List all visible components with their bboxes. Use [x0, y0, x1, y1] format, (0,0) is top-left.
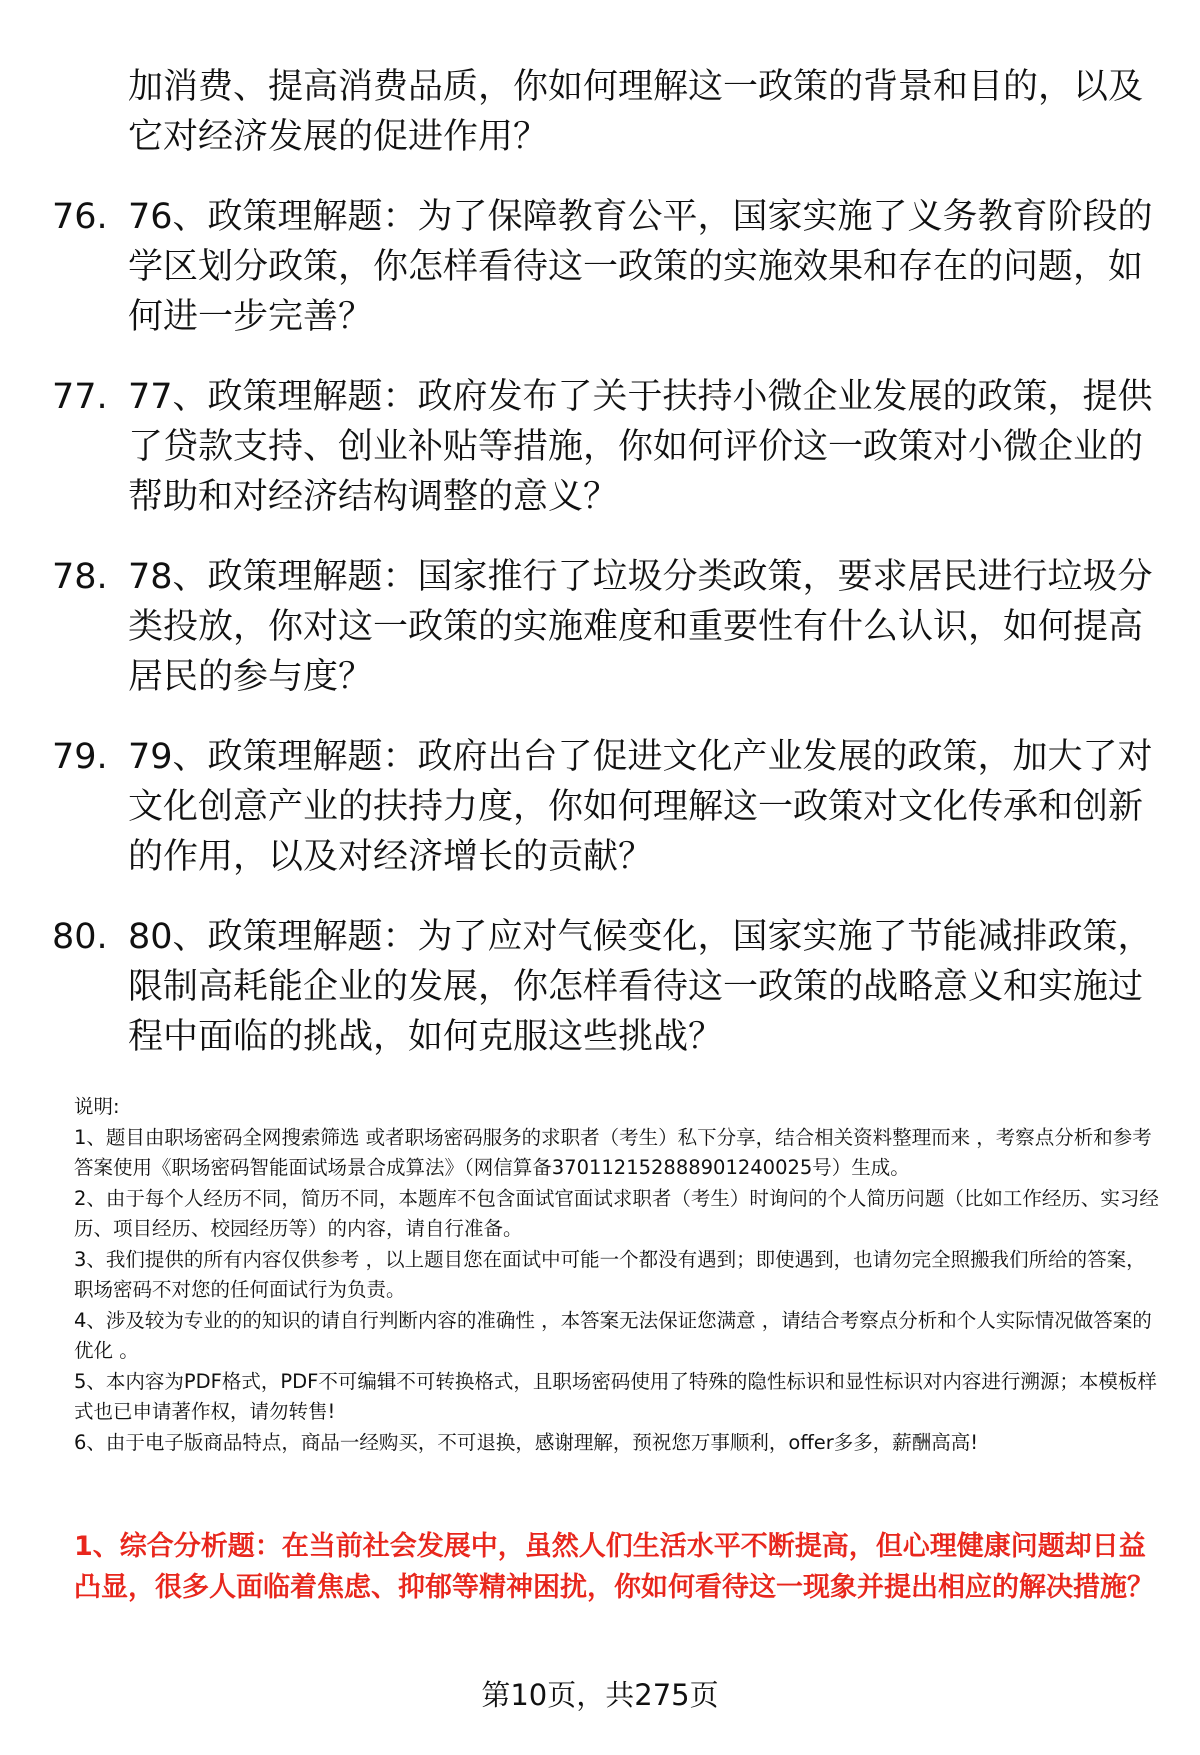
note-item: 4、涉及较为专业的的知识的请自行判断内容的准确性 ，本答案无法保证您满意 ，请结合考察点分析和个人实际情况做答案的优化 。 [74, 1308, 1152, 1362]
question-number: 76. [52, 197, 108, 237]
question-number: 80. [52, 917, 108, 957]
note-item: 6、由于电子版商品特点，商品一经购买，不可退换，感谢理解，预祝您万事顺利，offer多多，薪酬高高! [74, 1430, 979, 1454]
question-text: 80、政策理解题：为了应对气候变化，国家实施了节能减排政策，限制高耗能企业的发展，你怎样看待这一政策的战略意义和实施过程中面临的挑战，如何克服这些挑战？ [128, 917, 1153, 1057]
question-number: 77. [52, 377, 108, 417]
question-75-continuation: 加消费、提高消费品质，你如何理解这一政策的背景和目的，以及它对经济发展的促进作用？ [128, 67, 1144, 157]
question-text: 76、政策理解题：为了保障教育公平，国家实施了义务教育阶段的学区划分政策，你怎样看待这一政策的实施效果和存在的问题，如何进一步完善？ [128, 197, 1153, 337]
notes-title: 说明: [74, 1095, 120, 1118]
question-text: 78、政策理解题：国家推行了垃圾分类政策，要求居民进行垃圾分类投放，你对这一政策的实施难度和重要性有什么认识，如何提高居民的参与度？ [128, 557, 1153, 697]
highlighted-question: 1、综合分析题：在当前社会发展中，虽然人们生活水平不断提高，但心理健康问题却日益凸显，很多人面临着焦虑、抑郁等精神困扰，你如何看待这一现象并提出相应的解决措施？ [74, 1531, 1154, 1603]
note-item: 2、由于每个人经历不同，简历不同，本题库不包含面试官面试求职者（考生）时询问的个人简历问题（比如工作经历、实习经历、项目经历、校园经历等）的内容，请自行准备。 [74, 1186, 1159, 1240]
question-number: 78. [52, 557, 108, 597]
question-number: 79. [52, 737, 108, 777]
note-item: 5、本内容为PDF格式，PDF不可编辑不可转换格式，且职场密码使用了特殊的隐性标识和显性标识对内容进行溯源；本模板样式也已申请著作权，请勿转售! [74, 1369, 1157, 1423]
page-number: 第10页，共275页 [481, 1678, 719, 1712]
disclaimer-notes [74, 1092, 1164, 1458]
note-item: 3、我们提供的所有内容仅供参考 ，以上题目您在面试中可能一个都没有遇到；即使遇到，也请勿完全照搬我们所给的答案，职场密码不对您的任何面试行为负责。 [74, 1247, 1146, 1301]
question-text: 77、政策理解题：政府发布了关于扶持小微企业发展的政策，提供了贷款支持、创业补贴等措施，你如何评价这一政策对小微企业的帮助和对经济结构调整的意义？ [128, 377, 1153, 517]
note-item: 1、题目由职场密码全网搜索筛选 或者职场密码服务的求职者（考生）私下分享，结合相关资料整理而来 ，考察点分析和参考答案使用《职场密码智能面试场景合成算法》（网信算备370112152888901240025号）生成。 [74, 1125, 1152, 1179]
question-text: 79、政策理解题：政府出台了促进文化产业发展的政策，加大了对文化创意产业的扶持力度，你如何理解这一政策对文化传承和创新的作用，以及对经济增长的贡献？ [128, 737, 1153, 877]
